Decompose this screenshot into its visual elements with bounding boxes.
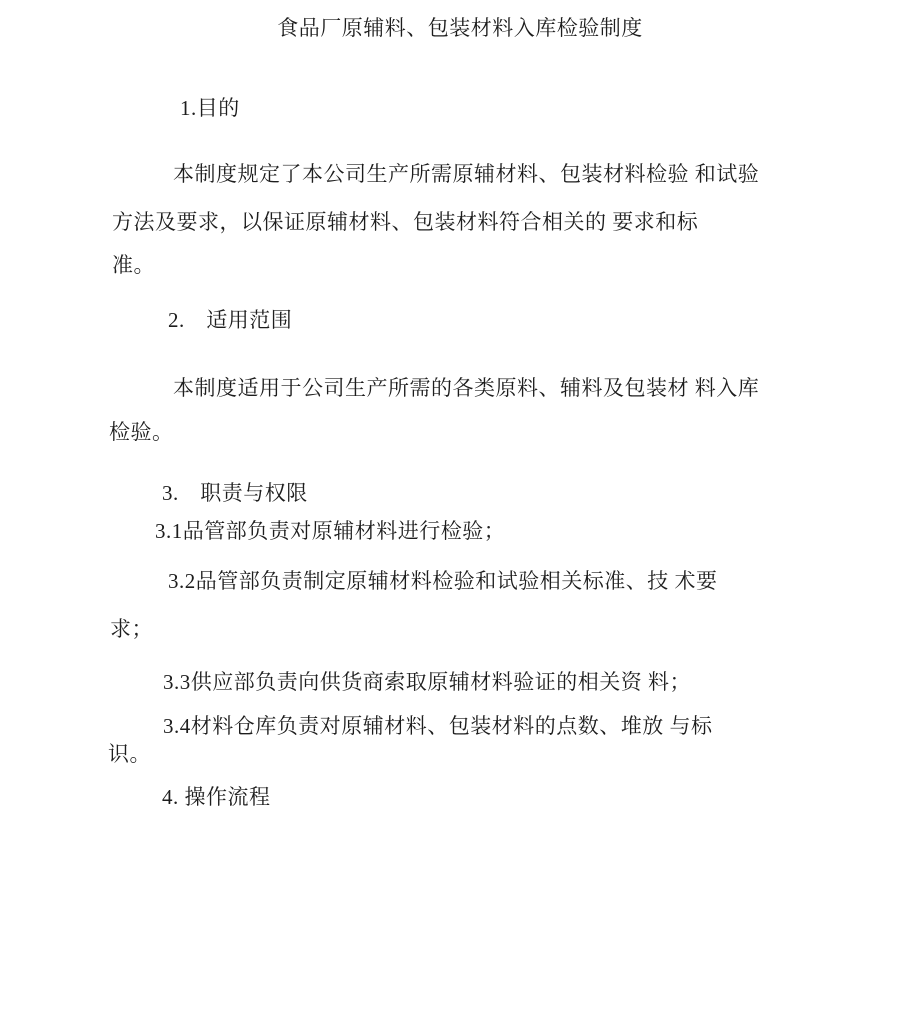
scope-paragraph-line1: 本制度适用于公司生产所需的各类原料、辅料及包装材 料入库 [173,376,760,400]
responsibility-item-3-2-line1: 3.2品管部负责制定原辅材料检验和试验相关标准、技 术要 [168,569,718,593]
purpose-paragraph-line3: 准。 [112,253,155,277]
responsibility-item-3-4-line2: 识。 [108,742,151,766]
heading-scope: 2. 适用范围 [168,308,293,332]
responsibility-item-3-1: 3.1品管部负责对原辅材料进行检验； [155,519,506,543]
responsibility-item-3-4-line1: 3.4材料仓库负责对原辅材料、包装材料的点数、堆放 与标 [163,714,713,738]
purpose-paragraph-line1: 本制度规定了本公司生产所需原辅材料、包装材料检验 和试验 [173,162,760,186]
responsibility-item-3-2-line2: 求； [110,617,153,641]
heading-purpose: 1.目的 [180,96,240,120]
scope-paragraph-line2: 检验。 [109,420,174,444]
purpose-paragraph-line2: 方法及要求，以保证原辅材料、包装材料符合相关的 要求和标 [112,210,699,234]
heading-operation-process: 4. 操作流程 [162,785,271,809]
heading-responsibilities: 3. 职责与权限 [162,481,308,505]
document-title: 食品厂原辅料、包装材料入库检验制度 [277,16,643,40]
responsibility-item-3-3: 3.3供应部负责向供货商索取原辅材料验证的相关资 料； [163,670,691,694]
